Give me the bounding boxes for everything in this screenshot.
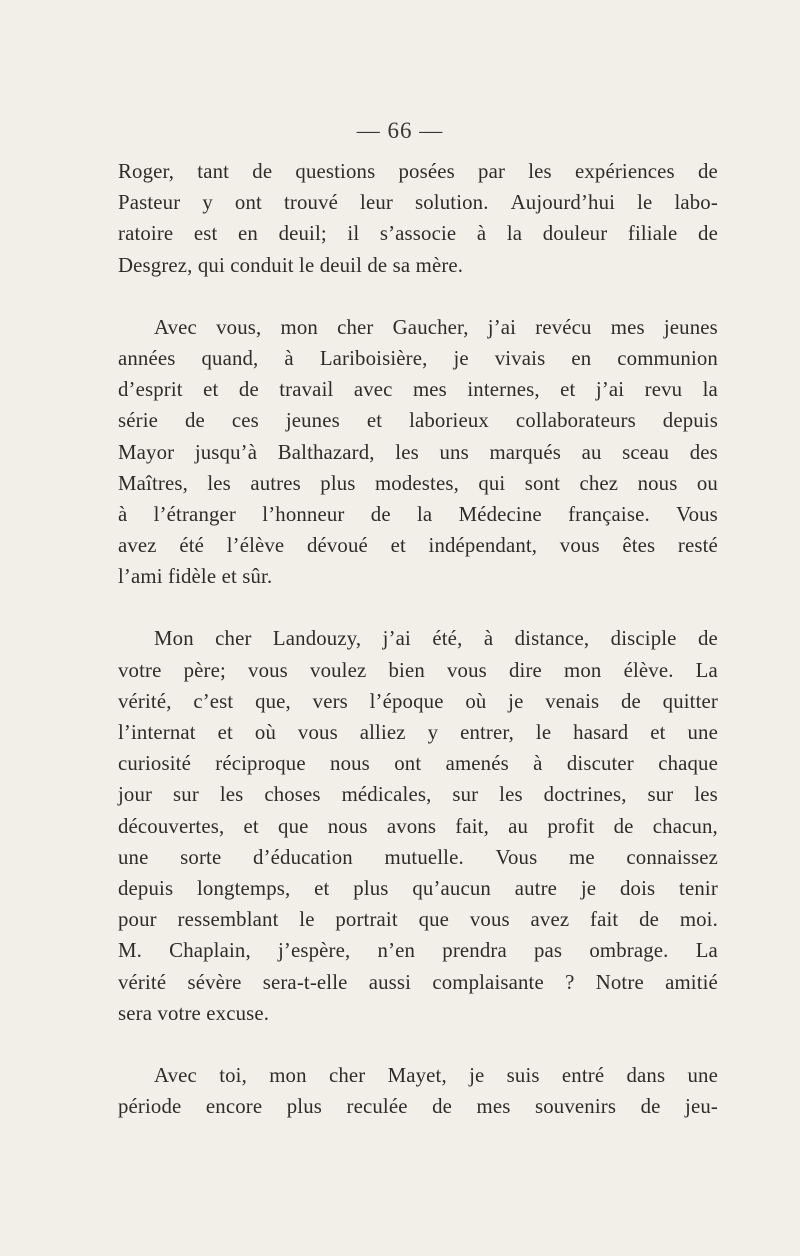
text-line: M. Chaplain, j’espère, n’en prendra pas ombrage. La <box>118 939 718 963</box>
text-line: Mayor jusqu’à Balthazard, les uns marqués au sceau des <box>118 440 718 464</box>
text-line: Maîtres, les autres plus modestes, qui sont chez nous ou <box>118 471 718 495</box>
text-line: votre père; vous voulez bien vous dire mon élève. La <box>118 658 718 682</box>
text-line: ratoire est en deuil; il s’associe à la douleur filiale de <box>118 222 718 246</box>
text-line: série de ces jeunes et laborieux collaborateurs depuis <box>118 409 718 433</box>
text-line: une sorte d’éducation mutuelle. Vous me connaissez <box>118 845 718 869</box>
page-number: — 66 — <box>356 118 444 143</box>
paragraph <box>118 1060 718 1122</box>
paragraph <box>118 156 718 281</box>
text-line: vérité, c’est que, vers l’époque où je venais de quitter <box>118 689 718 713</box>
text-line: sera votre excuse. <box>118 1001 270 1025</box>
text-line: Mon cher Landouzy, j’ai été, à distance, disciple de <box>154 627 718 651</box>
text-line: avez été l’élève dévoué et indépendant, vous êtes resté <box>118 534 718 558</box>
text-line: Avec vous, mon cher Gaucher, j’ai revécu mes jeunes <box>154 315 718 339</box>
paragraph <box>118 312 718 593</box>
text-line: Roger, tant de questions posées par les expériences de <box>118 160 718 183</box>
text-line: pour ressemblant le portrait que vous avez fait de moi. <box>118 908 718 932</box>
text-line: depuis longtemps, et plus qu’aucun autre je dois tenir <box>118 876 718 900</box>
text-line: curiosité réciproque nous ont amenés à discuter chaque <box>118 752 718 776</box>
text-line: Pasteur y ont trouvé leur solution. Aujourd’hui le labo- <box>118 191 718 215</box>
text-line: vérité sévère sera-t-elle aussi complaisante ? Notre amitié <box>118 970 718 994</box>
paragraph <box>118 623 718 1028</box>
text-line: années quand, à Lariboisière, je vivais en communion <box>118 346 718 370</box>
text-line: période encore plus reculée de mes souvenirs de jeu- <box>118 1095 718 1119</box>
text-line: découvertes, et que nous avons fait, au profit de chacun, <box>118 814 718 838</box>
text-line: d’esprit et de travail avec mes internes, et j’ai revu la <box>118 378 718 402</box>
text-line: à l’étranger l’honneur de la Médecine française. Vous <box>118 502 718 526</box>
text-line: Desgrez, qui conduit le deuil de sa mère. <box>118 253 464 277</box>
text-line: l’ami fidèle et sûr. <box>118 565 273 589</box>
text-line: Avec toi, mon cher Mayet, je suis entré dans une <box>154 1063 718 1087</box>
body-text <box>118 156 718 1122</box>
text-line: l’internat et où vous alliez y entrer, le hasard et une <box>118 721 718 744</box>
text-line: jour sur les choses médicales, sur les doctrines, sur les <box>118 783 718 807</box>
